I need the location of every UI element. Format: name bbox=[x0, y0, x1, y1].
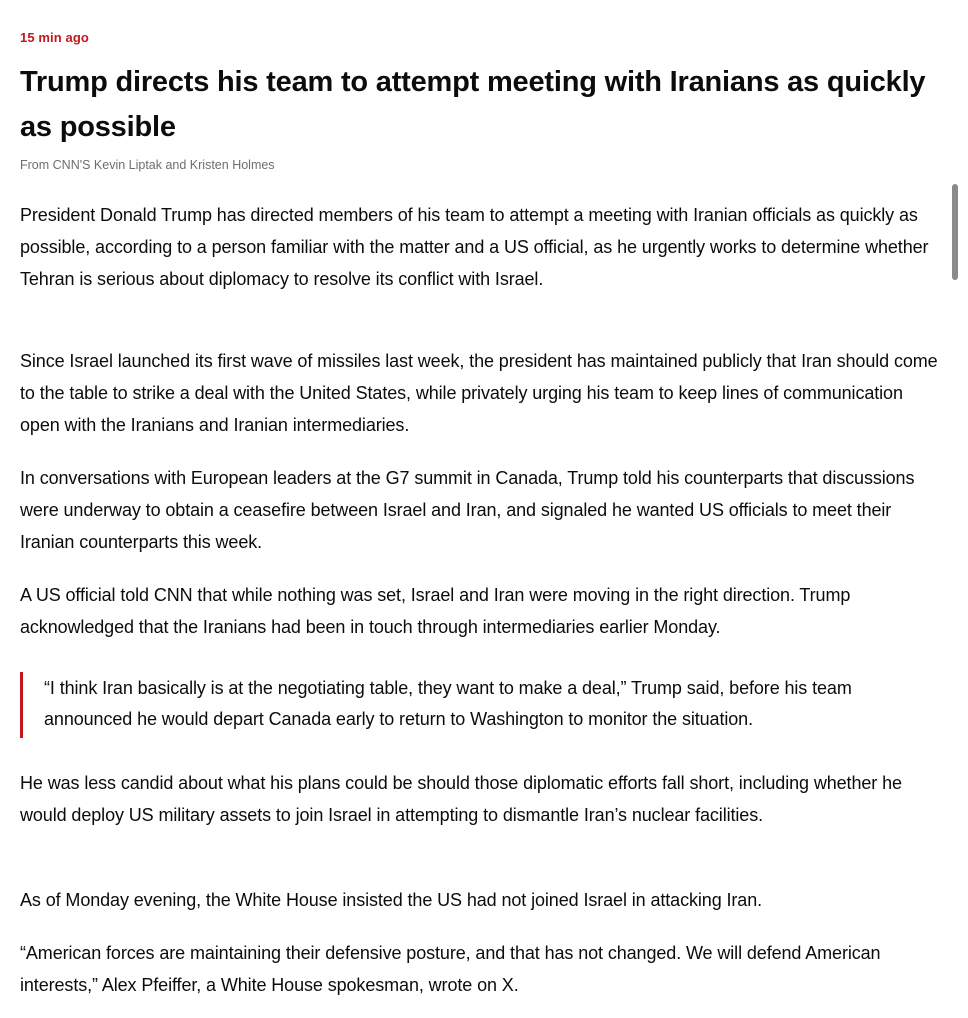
headline: Trump directs his team to attempt meeting with Iranians as quickly as possible bbox=[20, 66, 926, 143]
paragraph-5: He was less candid about what his plans could be should those diplomatic efforts fall short, including whether he would deploy US military assets to join Israel in attempting to dismantle Iran’s nuclear facilities. bbox=[20, 773, 902, 825]
paragraph-7: “American forces are maintaining their defensive posture, and that has not changed. We will defend American interests,” Alex Pfeiffer, a White House spokesman, wrote on X. bbox=[20, 943, 881, 995]
paragraph-2: Since Israel launched its first wave of missiles last week, the president has maintained publicly that Iran should come to the table to strike a deal with the United States, while privately urging his team to keep lines of communication open with the Iranians and Iranian intermediaries. bbox=[20, 351, 938, 435]
quote-accent-bar bbox=[20, 672, 23, 738]
byline: From CNN'S Kevin Liptak and Kristen Holmes bbox=[20, 158, 275, 172]
paragraph-6: As of Monday evening, the White House insisted the US had not joined Israel in attacking Iran. bbox=[20, 890, 763, 910]
pull-quote bbox=[20, 668, 940, 740]
scrollbar-thumb[interactable] bbox=[952, 184, 958, 280]
paragraph-3: In conversations with European leaders at the G7 summit in Canada, Trump told his counterparts that discussions were underway to obtain a ceasefire between Israel and Iran, and signaled he wanted US officials to meet their Iranian counterparts this week. bbox=[20, 468, 915, 552]
paragraph-4: A US official told CNN that while nothing was set, Israel and Iran were moving in the right direction. Trump acknowledged that the Iranians had been in touch through intermediaries earlier Monday. bbox=[20, 585, 851, 637]
timestamp: 15 min ago bbox=[20, 30, 89, 45]
quote-text: “I think Iran basically is at the negotiating table, they want to make a deal,” Trump said, before his team announced he would depart Canada early to return to Washington to monitor the situation. bbox=[44, 678, 852, 729]
paragraph-1: President Donald Trump has directed members of his team to attempt a meeting with Iranian officials as quickly as possible, according to a person familiar with the matter and a US official, as he urgently works to determine whether Tehran is serious about diplomacy to resolve its conflict with Israel. bbox=[20, 205, 929, 289]
